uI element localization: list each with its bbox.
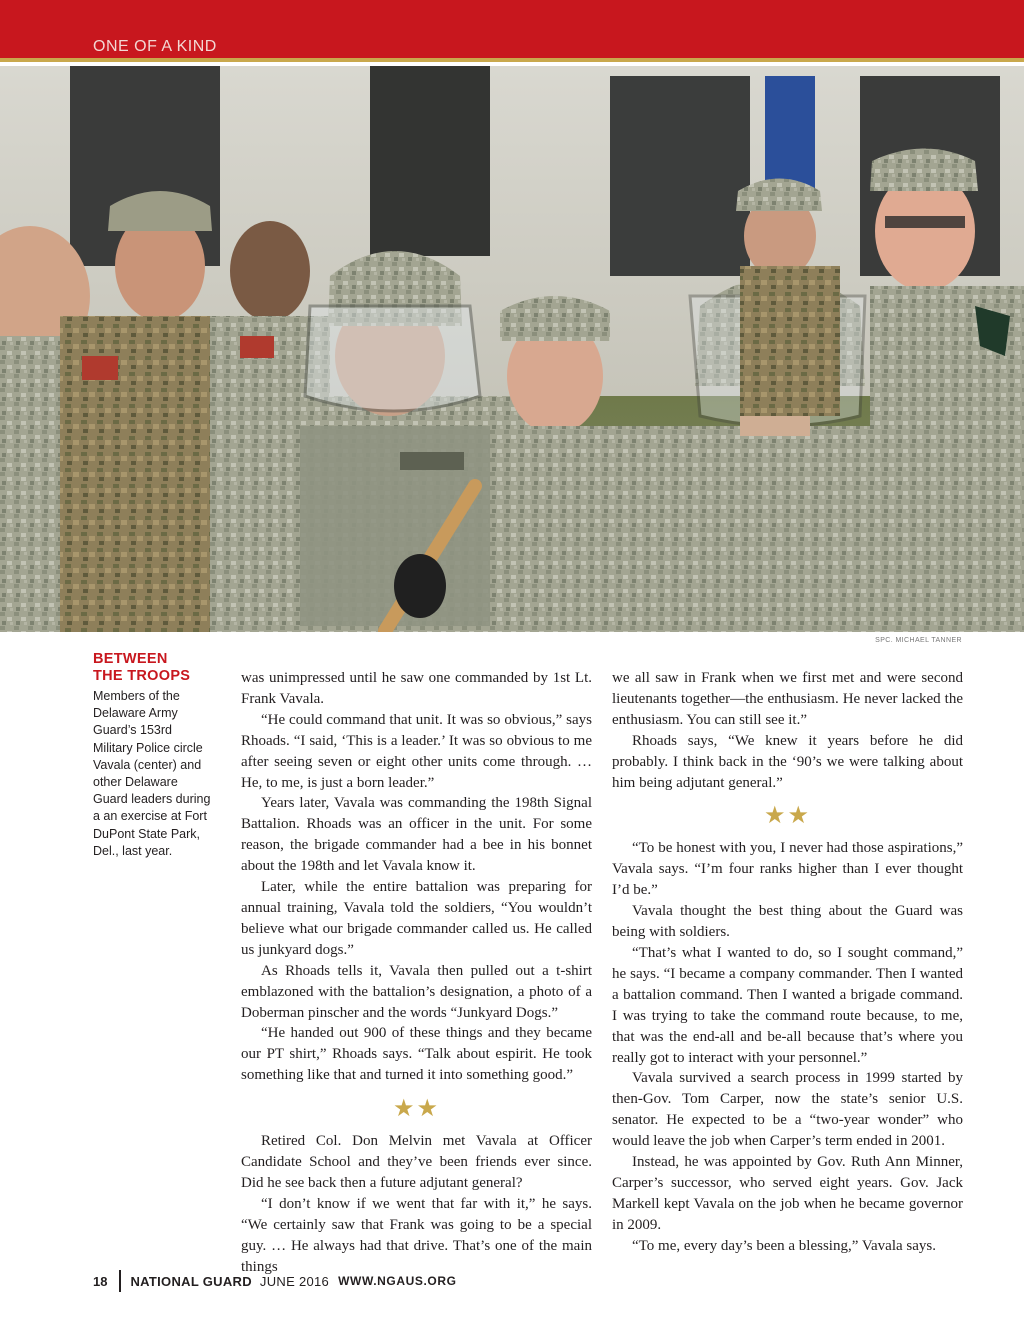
caption-title-line-2: THE TROOPS — [93, 668, 191, 684]
paragraph: Later, while the entire battalion was preparing for annual training, Vavala told the soldiers, “You wouldn’t believe what our brigade commander called us. He called us junkyard dogs.” — [241, 879, 592, 958]
caption-body: Members of the Delaware Army Guard’s 153rd Military Police circle Vavala (center) and other Delaware Guard leaders during a an exercise at Fort DuPont State Park, Del., last year. — [93, 689, 211, 858]
paragraph: “To be honest with you, I never had those aspirations,” Vavala says. “I’m four ranks higher than I ever thought I’d be.” — [612, 840, 963, 899]
paragraph: “He could command that unit. It was so obvious,” says Rhoads. “I said, ‘This is a leader.’ It was so obvious to me after seeing seven or eight other units come through. … He, to me, is just a born leader.” — [241, 711, 592, 791]
section-label: ONE OF A KIND — [93, 38, 217, 55]
issue-date: JUNE 2016 — [259, 1273, 330, 1289]
paragraph: Vavala thought the best thing about the Guard was being with soldiers. — [612, 903, 963, 941]
caption-title-line-1: BETWEEN — [93, 651, 168, 667]
feature-photo — [0, 66, 1024, 632]
photo-credit: SPC. MICHAEL TANNER — [875, 637, 962, 644]
paragraph: “I don’t know if we went that far with it,” he says. “We certainly saw that Frank was going to be a special guy. … He always had that drive. That’s one of the main things — [241, 1195, 592, 1275]
paragraph: Rhoads says, “We knew it years before he did probably. I think back in the ‘90’s we were talking about him being adjutant general.” — [612, 732, 963, 791]
page-number: 18 — [93, 1273, 108, 1289]
paragraph: was unimpressed until he saw one commanded by 1st Lt. Frank Vavala. — [241, 670, 592, 707]
paragraph: Years later, Vavala was commanding the 198th Signal Battalion. Rhoads was an officer in the unit. For some reason, the brigade commander had a bee in his bonnet about the 198th and let Vavala know it. — [241, 795, 592, 875]
article-column-right — [612, 668, 963, 1257]
paragraph: Vavala survived a search process in 1999 started by then-Gov. Tom Carper, now the state’s senior U.S. senator. He expected to be a “two-year wonder” who would leave the job when Carper’s term ended in 2001. — [612, 1070, 963, 1150]
paragraph: “To me, every day’s been a blessing,” Vavala says. — [632, 1237, 936, 1254]
caption-title — [93, 651, 213, 685]
paragraph: Instead, he was appointed by Gov. Ruth Ann Minner, Carper’s successor, who served eight years. Gov. Jack Markell kept Vavala on the job when he became governor in 2009. — [612, 1154, 963, 1233]
magazine-name: NATIONAL GUARD — [130, 1273, 252, 1289]
paragraph: “That’s what I wanted to do, so I sought command,” he says. “I became a company commander. Then I wanted a battalion command. Then I wanted a brigade command. I was trying to take the command route because, to me, that was the end-all and be-all because that’s where you really got to interact with your personnel.” — [612, 944, 963, 1066]
paragraph: Retired Col. Don Melvin met Vavala at Officer Candidate School and they’ve been friends ever since. Did he see back then a future adjutant general? — [241, 1133, 592, 1191]
website: WWW.NGAUS.ORG — [338, 1274, 457, 1288]
footer-divider — [119, 1270, 121, 1292]
page-footer — [93, 1270, 457, 1292]
paragraph: “He handed out 900 of these things and they became our PT shirt,” Rhoads says. “Talk about espirit. He took something like that and turned it into something good.” — [241, 1025, 592, 1084]
paragraph: As Rhoads tells it, Vavala then pulled out a t-shirt emblazoned with the battalion’s designation, a photo of a Doberman pinscher and the words “Junkyard Dogs.” — [241, 962, 592, 1021]
section-break-stars: ★★ — [392, 1094, 441, 1123]
section-break-stars: ★★ — [763, 801, 812, 830]
photo-caption — [93, 651, 213, 860]
paragraph: we all saw in Frank when we first met and were second lieutenants together—the enthusiasm. He never lacked the enthusiasm. You can still see it.” — [612, 670, 963, 728]
article-column-left — [241, 668, 592, 1277]
